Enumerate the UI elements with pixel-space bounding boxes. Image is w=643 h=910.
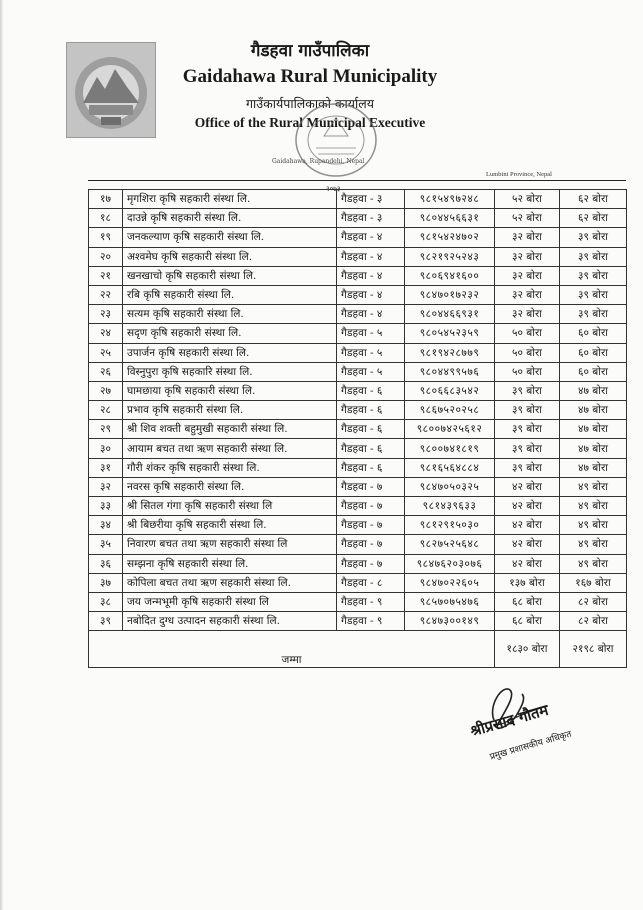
table-row [89, 592, 627, 611]
row-phone-number: ९८४७३००१४९ [405, 612, 495, 631]
row-quantity-a: ३२ बोरा [495, 285, 560, 304]
row-serial-number: २७ [89, 381, 123, 400]
row-phone-number: ९८००७४२५६१२ [405, 420, 495, 439]
row-ward: गैडहवा - ९ [337, 612, 405, 631]
row-phone-number: ९८२१९२५२४३ [405, 247, 495, 266]
row-quantity-a: ३२ बोरा [495, 228, 560, 247]
row-ward: गैडहवा - ५ [337, 362, 405, 381]
row-organization-name: सदृण कृषि सहकारी संस्था लि. [123, 324, 337, 343]
row-quantity-a: ३२ बोरा [495, 266, 560, 285]
row-organization-name: गौरी शंकर कृषि सहकारी संस्था लि. [123, 458, 337, 477]
table-row [89, 228, 627, 247]
row-ward: गैडहवा - ७ [337, 554, 405, 573]
address-right: Lumbini Province, Nepal [486, 171, 552, 178]
seal-date: २०७३ [326, 185, 341, 193]
row-serial-number: ३३ [89, 497, 123, 516]
row-phone-number: ९८०५४५२३५९ [405, 324, 495, 343]
row-serial-number: ३९ [89, 612, 123, 631]
row-phone-number: ९८१९४२८७७९ [405, 343, 495, 362]
row-quantity-a: ३९ बोरा [495, 458, 560, 477]
row-organization-name: खनखाचो कृषि सहकारी संस्था लि. [123, 266, 337, 285]
table-row [89, 305, 627, 324]
row-ward: गैडहवा - ४ [337, 285, 405, 304]
row-ward: गैडहवा - ६ [337, 458, 405, 477]
row-quantity-a: ५० बोरा [495, 362, 560, 381]
row-ward: गैडहवा - ७ [337, 497, 405, 516]
row-quantity-b: ४७ बोरा [560, 458, 627, 477]
table-row [89, 285, 627, 304]
row-organization-name: दाउन्ने कृषि सहकारी संस्था लि. [123, 209, 337, 228]
address-left: Gaidahawa, Rupandehi, Nepal [272, 158, 365, 165]
distribution-table [88, 189, 627, 668]
row-phone-number: ९८४७६२०३०७६ [405, 554, 495, 573]
row-ward: गैडहवा - ५ [337, 343, 405, 362]
row-phone-number: ९८५७०७५४७६ [405, 592, 495, 611]
row-ward: गैडहवा - ६ [337, 381, 405, 400]
table-row [89, 573, 627, 592]
row-quantity-a: ४२ बोरा [495, 554, 560, 573]
row-quantity-b: ३९ बोरा [560, 285, 627, 304]
row-organization-name: उपार्जन कृषि सहकारी संस्था लि. [123, 343, 337, 362]
row-ward: गैडहवा - ७ [337, 516, 405, 535]
row-quantity-b: ६२ बोरा [560, 190, 627, 209]
row-serial-number: २० [89, 247, 123, 266]
row-serial-number: २५ [89, 343, 123, 362]
municipality-logo [66, 42, 156, 138]
row-quantity-b: ६० बोरा [560, 343, 627, 362]
signatory-title: प्रमुख प्रशासकीय अधिकृत [488, 729, 573, 763]
row-serial-number: ३४ [89, 516, 123, 535]
row-phone-number: ९८२७५२५६४८ [405, 535, 495, 554]
table-row [89, 266, 627, 285]
row-quantity-b: ४९ बोरा [560, 535, 627, 554]
row-phone-number: ९८६७५२०२५८ [405, 401, 495, 420]
signatory-name: श्रीप्रसाद गौतम [468, 700, 551, 741]
total-quantity-b: २१९८ बोरा [560, 631, 627, 668]
row-serial-number: २६ [89, 362, 123, 381]
row-serial-number: ३६ [89, 554, 123, 573]
row-ward: गैडहवा - ४ [337, 305, 405, 324]
row-quantity-b: ६० बोरा [560, 362, 627, 381]
row-quantity-b: ८२ बोरा [560, 592, 627, 611]
row-organization-name: नबोदित दुग्ध उत्पादन सहकारी संस्था लि. [123, 612, 337, 631]
seal-stamp-icon [288, 96, 384, 184]
row-quantity-b: ४७ बोरा [560, 381, 627, 400]
row-organization-name: रबि कृषि सहकारी संस्था लि. [123, 285, 337, 304]
total-quantity-a: १८३० बोरा [495, 631, 560, 668]
row-phone-number: ९८१६५६४८८४ [405, 458, 495, 477]
row-quantity-a: ४२ बोरा [495, 497, 560, 516]
row-serial-number: ३५ [89, 535, 123, 554]
row-organization-name: नवरस कृषि सहकारी संस्था लि. [123, 477, 337, 496]
row-quantity-b: ४७ बोरा [560, 439, 627, 458]
row-phone-number: ९८१२९१५०३० [405, 516, 495, 535]
table-row [89, 554, 627, 573]
row-phone-number: ९८०४४५६६३१ [405, 209, 495, 228]
table-row [89, 477, 627, 496]
row-ward: गैडहवा - ८ [337, 573, 405, 592]
row-organization-name: जय जन्मभूमी कृषि सहकारी संस्था लि [123, 592, 337, 611]
row-ward: गैडहवा - ७ [337, 535, 405, 554]
row-serial-number: २२ [89, 285, 123, 304]
table-body [89, 190, 627, 668]
row-quantity-a: ४२ बोरा [495, 516, 560, 535]
row-quantity-a: १३७ बोरा [495, 573, 560, 592]
row-phone-number: ९८१४३९६३३ [405, 497, 495, 516]
page-edge [0, 0, 3, 910]
table-row [89, 190, 627, 209]
row-phone-number: ९८४७०५०३२५ [405, 477, 495, 496]
row-quantity-b: ८२ बोरा [560, 612, 627, 631]
row-serial-number: २८ [89, 401, 123, 420]
row-quantity-a: ६८ बोरा [495, 612, 560, 631]
row-serial-number: ३१ [89, 458, 123, 477]
logo-emblem-icon [67, 43, 155, 137]
header-divider [88, 180, 626, 181]
row-quantity-a: ५२ बोरा [495, 190, 560, 209]
row-quantity-b: ४९ बोरा [560, 554, 627, 573]
total-label: जम्मा [89, 631, 495, 668]
row-quantity-b: ४७ बोरा [560, 420, 627, 439]
row-ward: गैडहवा - ५ [337, 324, 405, 343]
row-phone-number: ९८०४४९९५७६ [405, 362, 495, 381]
row-ward: गैडहवा - ६ [337, 420, 405, 439]
row-serial-number: ३७ [89, 573, 123, 592]
row-serial-number: २३ [89, 305, 123, 324]
row-serial-number: १७ [89, 190, 123, 209]
row-quantity-a: ४२ बोरा [495, 535, 560, 554]
row-serial-number: १८ [89, 209, 123, 228]
row-quantity-a: ३९ बोरा [495, 420, 560, 439]
row-organization-name: प्रभाव कृषि सहकारी संस्था लि. [123, 401, 337, 420]
row-serial-number: ३८ [89, 592, 123, 611]
row-organization-name: श्री बिछरीया कृषि सहकारी संस्था लि. [123, 516, 337, 535]
row-phone-number: ९८०६६८३५४२ [405, 381, 495, 400]
row-quantity-b: ६० बोरा [560, 324, 627, 343]
row-quantity-a: ५० बोरा [495, 343, 560, 362]
office-name-english: Office of the Rural Municipal Executive [194, 115, 426, 130]
row-ward: गैडहवा - ९ [337, 592, 405, 611]
row-quantity-b: ४९ बोरा [560, 477, 627, 496]
row-organization-name: मृगशिरा कृषि सहकारी संस्था लि. [123, 190, 337, 209]
row-quantity-b: ४९ बोरा [560, 497, 627, 516]
row-organization-name: अश्वमेघ कृषि सहकारी संस्था लि. [123, 247, 337, 266]
row-quantity-a: ५२ बोरा [495, 209, 560, 228]
row-quantity-a: ३२ बोरा [495, 247, 560, 266]
row-organization-name: सत्यम कृषि सहकारी संस्था लि. [123, 305, 337, 324]
row-serial-number: ३० [89, 439, 123, 458]
row-ward: गैडहवा - ६ [337, 439, 405, 458]
row-organization-name: निवारण बचत तथा ऋण सहकारी संस्था लि [123, 535, 337, 554]
table-row [89, 401, 627, 420]
table-row [89, 535, 627, 554]
row-phone-number: ९८१५४२४७०२ [405, 228, 495, 247]
table-row [89, 247, 627, 266]
row-serial-number: २९ [89, 420, 123, 439]
row-serial-number: १९ [89, 228, 123, 247]
table-row [89, 420, 627, 439]
office-name-nepali: गाउँकार्यपालिकाको कार्यालय [246, 96, 374, 111]
row-quantity-b: ३९ बोरा [560, 305, 627, 324]
table-row [89, 362, 627, 381]
row-ward: गैडहवा - ६ [337, 401, 405, 420]
row-serial-number: ३२ [89, 477, 123, 496]
row-organization-name: सम्झना कृषि सहकारी संस्था लि. [123, 554, 337, 573]
row-quantity-a: ६८ बोरा [495, 592, 560, 611]
row-quantity-b: ३९ बोरा [560, 247, 627, 266]
row-quantity-a: ४२ बोरा [495, 477, 560, 496]
row-phone-number: ९८०४४६६९३१ [405, 305, 495, 324]
total-row [89, 631, 627, 668]
row-ward: गैडहवा - ४ [337, 247, 405, 266]
row-ward: गैडहवा - ७ [337, 477, 405, 496]
row-quantity-a: ३९ बोरा [495, 439, 560, 458]
office-seal [288, 96, 384, 184]
row-ward: गैडहवा - ३ [337, 209, 405, 228]
row-phone-number: ९८०६९४१६०० [405, 266, 495, 285]
row-ward: गैडहवा - ४ [337, 266, 405, 285]
row-phone-number: ९८४७०१७२३२ [405, 285, 495, 304]
row-quantity-b: १६७ बोरा [560, 573, 627, 592]
row-quantity-a: ३२ बोरा [495, 305, 560, 324]
table-row [89, 381, 627, 400]
table-row [89, 324, 627, 343]
row-organization-name: जनकल्याण कृषि सहकारी संस्था लि. [123, 228, 337, 247]
row-organization-name: श्री शिव शक्ती बहुमुखी सहकारी संस्था लि. [123, 420, 337, 439]
municipality-name-nepali: गैडहवा गाउँपालिका [250, 41, 370, 61]
row-organization-name: श्री सितल गंगा कृषि सहकारी संस्था लि [123, 497, 337, 516]
row-quantity-a: ५० बोरा [495, 324, 560, 343]
table-row [89, 612, 627, 631]
row-phone-number: ९८००७४१८१९ [405, 439, 495, 458]
row-ward: गैडहवा - ३ [337, 190, 405, 209]
row-phone-number: ९८४७०२२६०५ [405, 573, 495, 592]
row-quantity-b: ४९ बोरा [560, 516, 627, 535]
municipality-name-english: Gaidahawa Rural Municipality [182, 66, 438, 87]
row-quantity-b: ६२ बोरा [560, 209, 627, 228]
row-phone-number: ९८१५४९७२४८ [405, 190, 495, 209]
row-ward: गैडहवा - ४ [337, 228, 405, 247]
row-quantity-a: ३९ बोरा [495, 381, 560, 400]
table-row [89, 458, 627, 477]
row-quantity-b: ४७ बोरा [560, 401, 627, 420]
table-row [89, 497, 627, 516]
table-row [89, 516, 627, 535]
table-row [89, 209, 627, 228]
row-organization-name: घामछाया कृषि सहकारी संस्था लि. [123, 381, 337, 400]
row-quantity-a: ३९ बोरा [495, 401, 560, 420]
row-serial-number: २१ [89, 266, 123, 285]
row-serial-number: २४ [89, 324, 123, 343]
row-organization-name: आयाम बचत तथा ऋण सहकारी संस्था लि. [123, 439, 337, 458]
table-row [89, 343, 627, 362]
row-organization-name: कोपिला बचत तथा ऋण सहकारी संस्था लि. [123, 573, 337, 592]
row-quantity-b: ३९ बोरा [560, 266, 627, 285]
table-row [89, 439, 627, 458]
row-quantity-b: ३९ बोरा [560, 228, 627, 247]
row-organization-name: विस्नुपुरा कृषि सहकारि संस्था लि. [123, 362, 337, 381]
